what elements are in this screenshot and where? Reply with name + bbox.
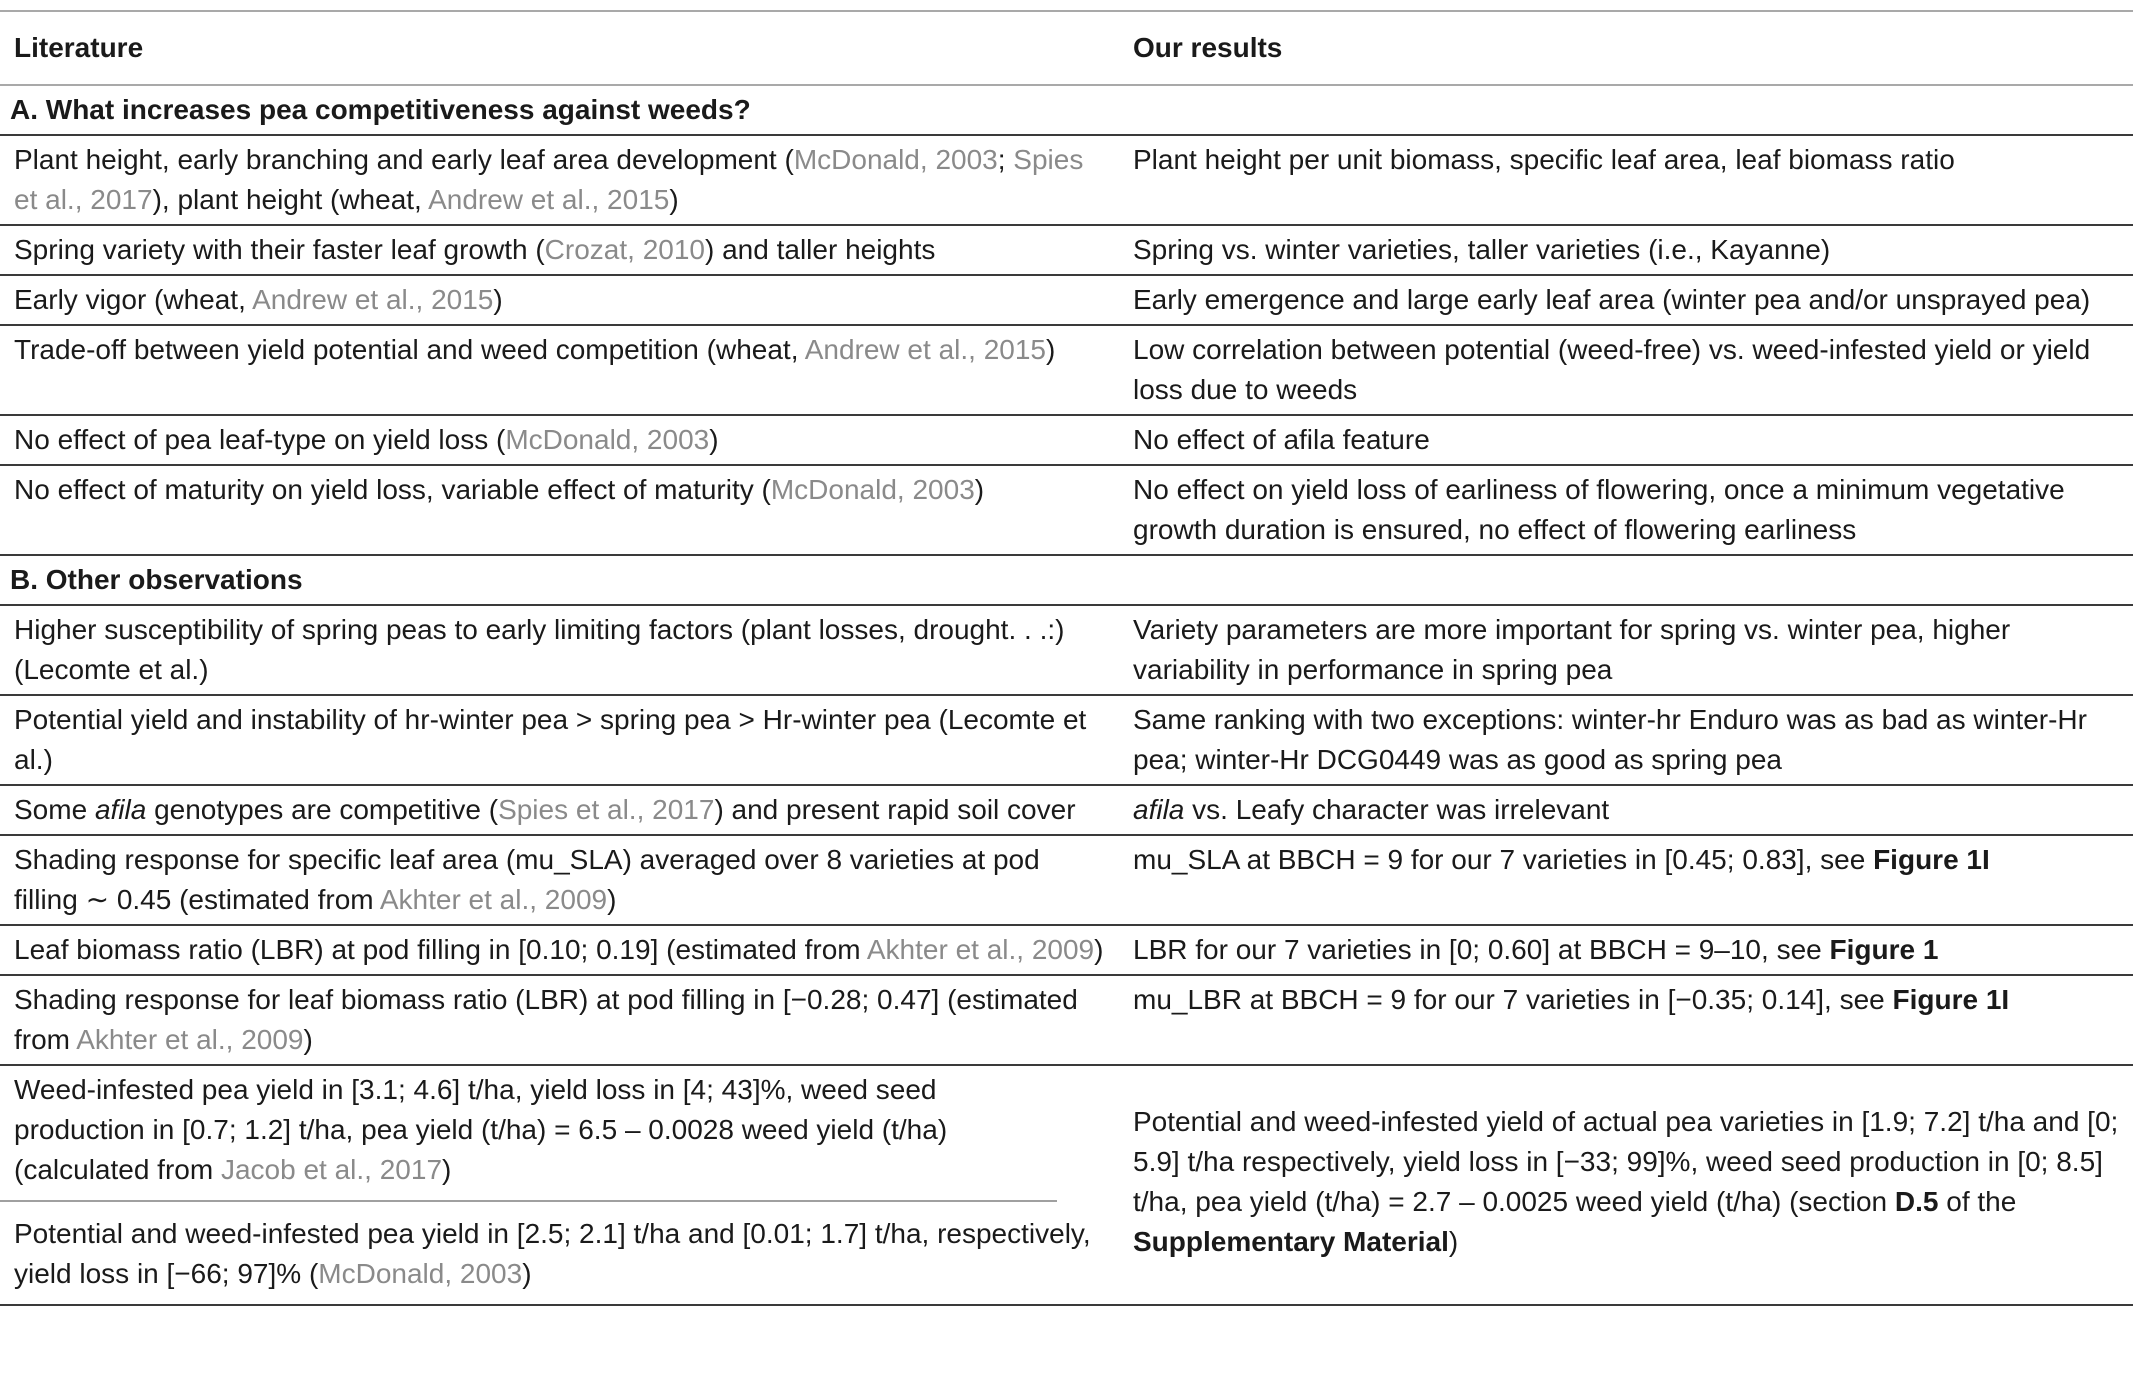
- results-cell: mu_SLA at BBCH = 9 for our 7 varieties in [0.45; 0.83], see Figure 1I: [1133, 844, 1990, 875]
- literature-cell: Trade-off between yield potential and weed competition (wheat, Andrew et al., 2015): [14, 334, 1056, 365]
- table-row: [0, 1066, 2133, 1298]
- literature-cell: Potential yield and instability of hr-winter pea > spring pea > Hr-winter pea (Lecomte et al.): [14, 704, 1087, 775]
- table-row: [0, 836, 2133, 926]
- citation-link[interactable]: Andrew et al., 2015: [252, 284, 494, 315]
- citation-link[interactable]: Crozat, 2010: [544, 234, 705, 265]
- literature-cell: Early vigor (wheat, Andrew et al., 2015): [14, 284, 503, 315]
- citation-link[interactable]: Akhter et al., 2009: [379, 884, 608, 915]
- table-row: [0, 606, 2133, 696]
- citation-link[interactable]: Andrew et al., 2015: [804, 334, 1046, 365]
- results-cell: afila vs. Leafy character was irrelevant: [1133, 794, 1610, 825]
- citation-link[interactable]: McDonald, 2003: [770, 474, 975, 505]
- results-cell: mu_LBR at BBCH = 9 for our 7 varieties in [−0.35; 0.14], see Figure 1I: [1133, 984, 2010, 1015]
- results-cell: Low correlation between potential (weed-free) vs. weed-infested yield or yield loss due to weeds: [1133, 334, 2091, 405]
- supplementary-link[interactable]: Supplementary Material: [1133, 1226, 1449, 1257]
- literature-column-group: [0, 1066, 1117, 1298]
- table-row: [0, 136, 2133, 226]
- results-cell: Potential and weed-infested yield of actual pea varieties in [1.9; 7.2] t/ha and [0; 5.9] t/ha respectively, yield loss in [−33; 99]%, weed seed production in [0; 8.5] t/ha, pea yield (t/ha) = 2.7 – 0.0025 weed yield (t/ha) (section D.5 of the Supplementary Material): [1133, 1106, 2119, 1257]
- section-b-heading-row: [0, 556, 2133, 606]
- literature-cell: Leaf biomass ratio (LBR) at pod filling in [0.10; 0.19] (estimated from Akhter et al., 2009): [14, 934, 1104, 965]
- citation-link[interactable]: Andrew et al., 2015: [428, 184, 670, 215]
- citation-link[interactable]: McDonald, 2003: [505, 424, 710, 455]
- literature-cell: No effect of pea leaf-type on yield loss (McDonald, 2003): [14, 424, 719, 455]
- figure-link[interactable]: Figure 1: [1829, 934, 1939, 965]
- results-cell: Plant height per unit biomass, specific leaf area, leaf biomass ratio: [1133, 144, 1955, 175]
- citation-link[interactable]: Akhter et al., 2009: [866, 934, 1095, 965]
- comparison-table: [0, 10, 2133, 1306]
- citation-link[interactable]: Spies et al., 2017: [14, 144, 1084, 215]
- table-row: [0, 276, 2133, 326]
- table-row: [0, 976, 2133, 1066]
- table-row: [0, 696, 2133, 786]
- results-cell: No effect of afila feature: [1133, 424, 1430, 455]
- literature-cell: Shading response for specific leaf area (mu_SLA) averaged over 8 varieties at pod filling ∼ 0.45 (estimated from Akhter et al., 2009): [14, 844, 1040, 915]
- table-row: [0, 466, 2133, 556]
- table-row: [0, 326, 2133, 416]
- citation-link[interactable]: Akhter et al., 2009: [76, 1024, 304, 1055]
- header-our-results: Our results: [1133, 32, 1283, 63]
- table-bottom-rule: [0, 1304, 2133, 1306]
- citation-link[interactable]: Spies et al., 2017: [498, 794, 715, 825]
- results-cell: Early emergence and large early leaf area (winter pea and/or unsprayed pea): [1133, 284, 2091, 315]
- section-a-title: A. What increases pea competitiveness against weeds?: [10, 94, 751, 125]
- literature-cell: Plant height, early branching and early leaf area development (McDonald, 2003; Spies et al., 2017), plant height (wheat, Andrew et al., 2015): [14, 144, 1084, 215]
- figure-link[interactable]: Figure 1I: [1892, 984, 2010, 1015]
- results-cell: LBR for our 7 varieties in [0; 0.60] at BBCH = 9–10, see Figure 1: [1133, 934, 1939, 965]
- literature-cell: Spring variety with their faster leaf growth (Crozat, 2010) and taller heights: [14, 234, 936, 265]
- table-row: [0, 416, 2133, 466]
- table-row: [0, 786, 2133, 836]
- citation-link[interactable]: Jacob et al., 2017: [220, 1154, 443, 1185]
- figure-link[interactable]: Figure 1I: [1873, 844, 1990, 875]
- header-literature: Literature: [14, 32, 144, 63]
- table-header-row: [0, 12, 2133, 86]
- section-b-title: B. Other observations: [10, 564, 303, 595]
- table-row: [0, 926, 2133, 976]
- citation-link[interactable]: McDonald, 2003: [318, 1258, 523, 1289]
- table-row: [0, 226, 2133, 276]
- literature-cell: No effect of maturity on yield loss, variable effect of maturity (McDonald, 2003): [14, 474, 985, 505]
- literature-cell: Some afila genotypes are competitive (Spies et al., 2017) and present rapid soil cover: [14, 794, 1076, 825]
- results-cell: Same ranking with two exceptions: winter-hr Enduro was as bad as winter-Hr pea; winter-Hr DCG0449 was as good as spring pea: [1133, 704, 2087, 775]
- literature-cell: Shading response for leaf biomass ratio (LBR) at pod filling in [−0.28; 0.47] (estimated from Akhter et al., 2009): [14, 984, 1078, 1055]
- literature-cell: Weed-infested pea yield in [3.1; 4.6] t/ha, yield loss in [4; 43]%, weed seed production in [0.7; 1.2] t/ha, pea yield (t/ha) = 6.5 – 0.0028 weed yield (t/ha) (calculated from Jacob et al., 2017): [0, 1066, 1057, 1202]
- results-cell: Variety parameters are more important for spring vs. winter pea, higher variability in performance in spring pea: [1133, 614, 2011, 685]
- results-cell: Spring vs. winter varieties, taller varieties (i.e., Kayanne): [1133, 234, 1831, 265]
- section-a-heading-row: [0, 86, 2133, 136]
- results-cell: No effect on yield loss of earliness of flowering, once a minimum vegetative growth duration is ensured, no effect of flowering earliness: [1133, 474, 2065, 545]
- literature-cell: Higher susceptibility of spring peas to early limiting factors (plant losses, drought. . .:) (Lecomte et al.): [14, 614, 1065, 685]
- citation-link[interactable]: McDonald, 2003: [793, 144, 998, 175]
- literature-cell: Potential and weed-infested pea yield in [2.5; 2.1] t/ha and [0.01; 1.7] t/ha, respectively, yield loss in [−66; 97]% (McDonald, 2003): [14, 1218, 1091, 1289]
